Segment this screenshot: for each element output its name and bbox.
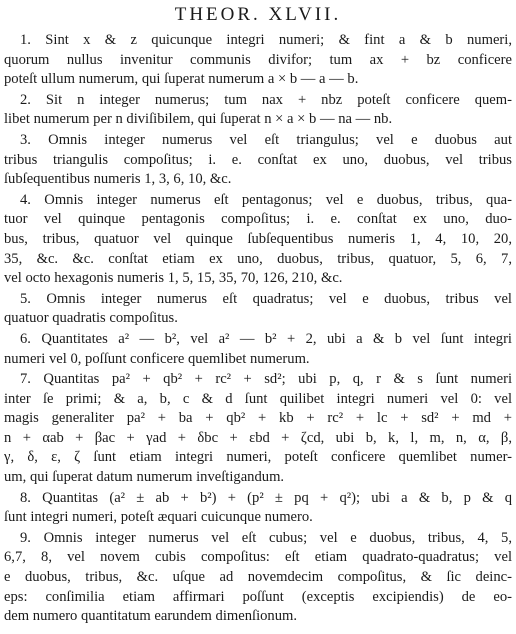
text-line: poteſt ullum numerum, qui ſuperat numerum a × b — a — b.	[4, 71, 359, 88]
text-line: 3. Omnis integer numerus vel eſt triangulus; vel e duobus aut	[20, 131, 512, 148]
theorem-body	[4, 31, 512, 627]
text-line: um, qui ſuperat datum numerum inveſtigandum.	[4, 469, 285, 486]
theorem-paragraph	[4, 330, 512, 369]
text-line: libet numerum per n diviſibilem, qui ſuperat n × a × b — na — nb.	[4, 111, 393, 128]
text-line: ſunt integri numeri, poteſt æquari cuicunque numero.	[4, 509, 313, 526]
text-line: 7. Quantitas pa² + qb² + rc² + sd²; ubi p, q, r & s ſunt numeri	[20, 371, 512, 388]
text-line: vel octo hexagonis numeris 1, 5, 15, 35, 70, 126, 210, &c.	[4, 270, 343, 287]
text-line: tuor vel quinque pentagonis compoſitus; i. e. conſtat ex uno, duo-	[4, 211, 512, 228]
text-line: 9. Omnis integer numerus vel eſt cubus; vel e duobus, tribus, 4, 5,	[20, 529, 512, 546]
text-line: quatuor quadratis compoſitus.	[4, 310, 178, 327]
theorem-paragraph	[4, 370, 512, 488]
text-line: inter ſe primi; & a, b, c & d ſunt quilibet integri numeri vel 0: vel	[4, 390, 512, 407]
text-line: 2. Sit n integer numerus; tum nax + nbz poteſt conficere quem-	[20, 91, 512, 108]
theorem-paragraph	[4, 529, 512, 627]
text-line: dem numero quantitatum earundem dimenſionum.	[4, 608, 298, 625]
text-line: 1. Sint x & z quicunque integri numeri; & fint a & b numeri,	[20, 32, 512, 48]
theorem-paragraph	[4, 31, 512, 90]
text-line: 35, &c. &c. conſtat etiam ex uno, duobus, tribus, quatuor, 5, 6, 7,	[4, 250, 512, 267]
text-line: magis generaliter pa² + ba + qb² + kb + rc² + lc + sd² + md +	[4, 410, 512, 427]
page-title: THEOR. XLVII.	[174, 4, 342, 25]
text-line: tribus triangulis compoſitus; i. e. conſtat ex uno, duobus, vel tribus	[4, 151, 512, 168]
theorem-paragraph	[4, 191, 512, 289]
text-line: 6. Quantitates a² — b², vel a² — b² + 2, ubi a & b vel ſunt integri	[20, 330, 512, 347]
theorem-paragraph	[4, 489, 512, 528]
text-line: 6,7, 8, vel novem cubis compoſitus: eſt etiam quadrato-quadratus; vel	[4, 549, 512, 566]
text-line: 8. Quantitas (a² ± ab + b²) + (p² ± pq + q²); ubi a & b, p & q	[20, 489, 512, 506]
theorem-paragraph	[4, 131, 512, 190]
text-line: eps: conſimilia etiam affirmari poſſunt (exceptis excipiendis) de eo-	[4, 588, 512, 605]
text-line: quorum nullus invenitur communis divifor; tum ax + bz conficere	[4, 51, 512, 68]
text-line: n + αab + βac + γad + δbc + εbd + ζcd, ubi b, k, l, m, n, α, β,	[4, 429, 512, 446]
text-line: 4. Omnis integer numerus eſt pentagonus; vel e duobus, tribus, qua-	[20, 191, 512, 208]
text-line: ſubſequentibus numeris 1, 3, 6, 10, &c.	[4, 171, 232, 188]
text-line: 5. Omnis integer numerus eſt quadratus; vel e duobus, tribus vel	[20, 290, 512, 307]
text-line: numeri vel 0, poſſunt conficere quemlibet numerum.	[4, 350, 310, 367]
book-page	[4, 2, 512, 632]
text-line: bus, tribus, quatuor vel quinque ſubſequentibus numeris 1, 4, 10, 20,	[4, 230, 512, 247]
text-line: e duobus, tribus, &c. uſque ad novemdecim compoſitus, & ſic deinc-	[4, 569, 512, 586]
text-line: γ, δ, ε, ζ ſunt etiam integri numeri, poteſt conficere quemlibet numer-	[4, 449, 512, 466]
theorem-paragraph	[4, 290, 512, 329]
theorem-paragraph	[4, 91, 512, 130]
